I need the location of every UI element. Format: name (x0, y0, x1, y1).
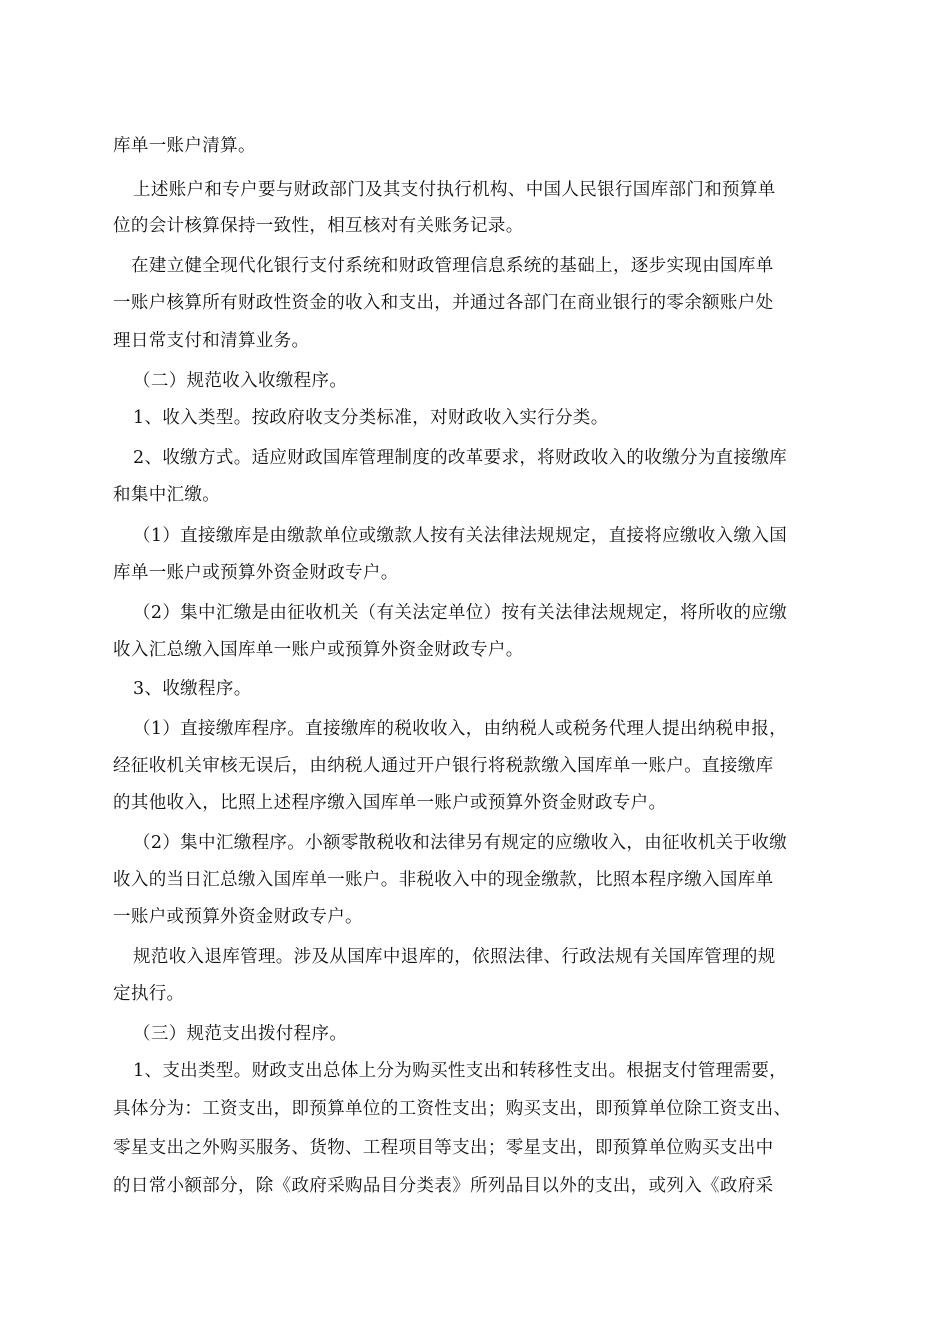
text-line: 位的会计核算保持一致性，相互核对有关账务记录。 (113, 216, 524, 236)
text-line: （2）集中汇缴是由征收机关（有关法定单位）按有关法律法规规定，将所收的应缴 (133, 603, 788, 623)
text-line: 一账户核算所有财政性资金的收入和支出，并通过各部门在商业银行的零余额账户处 (113, 293, 774, 313)
text-line: 经征收机关审核无误后，由纳税人通过开户银行将税款缴入国库单一账户。直接缴库 (113, 756, 774, 776)
section-heading: （三）规范支出拨付程序。 (133, 1024, 348, 1044)
text-line: （2）集中汇缴程序。小额零散税收和法律另有规定的应缴收入，由征收机关于收缴 (133, 833, 788, 853)
text-line: （1）直接缴库是由缴款单位或缴款人按有关法律法规规定，直接将应缴收入缴入国 (133, 526, 788, 546)
text-line: 上述账户和专户要与财政部门及其支付执行机构、中国人民银行国库部门和预算单 (133, 180, 776, 200)
text-line: 库单一账户清算。 (113, 136, 256, 156)
text-line: （1）直接缴库程序。直接缴库的税收收入，由纳税人或税务代理人提出纳税申报， (133, 719, 788, 739)
text-line: 具体分为：工资支出，即预算单位的工资性支出；购买支出，即预算单位除工资支出、 (113, 1099, 792, 1119)
text-line: 零星支出之外购买服务、货物、工程项目等支出；零星支出，即预算单位购买支出中 (113, 1138, 774, 1158)
text-line: 收入的当日汇总缴入国库单一账户。非税收入中的现金缴款，比照本程序缴入国库单 (113, 870, 774, 890)
text-line: 1、收入类型。按政府收支分类标准，对财政收入实行分类。 (133, 408, 609, 428)
text-line: 规范收入退库管理。涉及从国库中退库的，依照法律、行政法规有关国库管理的规 (133, 947, 776, 967)
text-line: 的其他收入，比照上述程序缴入国库单一账户或预算外资金财政专户。 (113, 793, 667, 813)
text-line: 理日常支付和清算业务。 (113, 331, 310, 351)
section-heading: （二）规范收入收缴程序。 (133, 371, 348, 391)
text-line: 1、支出类型。财政支出总体上分为购买性支出和转移性支出。根据支付管理需要， (133, 1061, 788, 1081)
text-line: 在建立健全现代化银行支付系统和财政管理信息系统的基础上，逐步实现由国库单 (131, 256, 774, 276)
text-line: 一账户或预算外资金财政专户。 (113, 907, 363, 927)
text-line: 定执行。 (113, 984, 185, 1004)
text-line: 的日常小额部分，除《政府采购品目分类表》所列品目以外的支出，或列入《政府采 (113, 1176, 774, 1196)
text-line: 库单一账户或预算外资金财政专户。 (113, 563, 399, 583)
text-line: 和集中汇缴。 (113, 485, 221, 505)
text-line: 2、收缴方式。适应财政国库管理制度的改革要求，将财政收入的收缴分为直接缴库 (133, 448, 788, 468)
text-line: 收入汇总缴入国库单一账户或预算外资金财政专户。 (113, 640, 524, 660)
text-line: 3、收缴程序。 (133, 679, 252, 699)
